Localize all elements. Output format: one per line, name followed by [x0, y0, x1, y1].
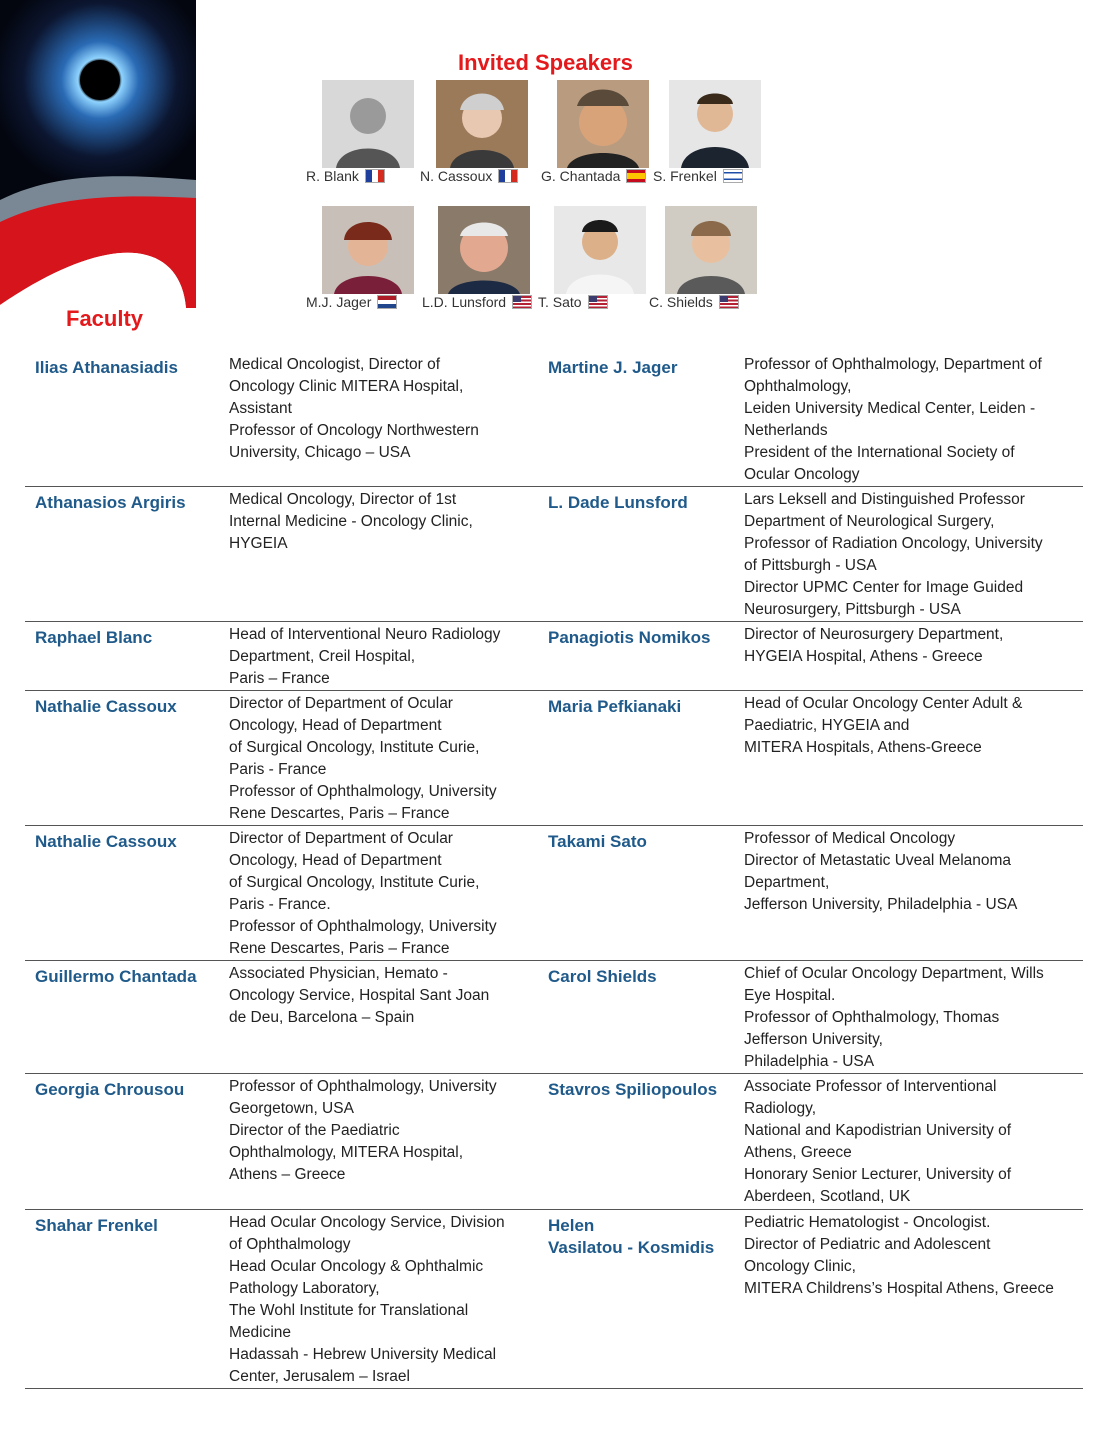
speaker-name: C. Shields — [649, 294, 713, 310]
faculty-role: Chief of Ocular Oncology Department, Wills Eye Hospital. Professor of Ophthalmology, Thomas Jefferson University, Philadelphia - USA — [744, 965, 1044, 1070]
faculty-role: Pediatric Hematologist - Oncologist. Director of Pediatric and Adolescent Oncology Clinic, MITERA Childrens’s Hospital Athens, Greece — [744, 1214, 1054, 1297]
faculty-name: Helen Vasilatou - Kosmidis — [548, 1216, 715, 1257]
portrait-photo — [438, 206, 530, 294]
faculty-name: Martine J. Jager — [548, 358, 678, 377]
faculty-name: Athanasios Argiris — [35, 493, 186, 512]
table-row — [25, 487, 1083, 622]
speaker-name: N. Cassoux — [420, 168, 493, 184]
faculty-name: L. Dade Lunsford — [548, 493, 688, 512]
portrait-photo — [669, 80, 761, 168]
faculty-role: Medical Oncology, Director of 1st Internal Medicine - Oncology Clinic, HYGEIA — [229, 491, 473, 552]
faculty-name: Georgia Chrousou — [35, 1080, 185, 1099]
faculty-name: Maria Pefkianaki — [548, 697, 682, 716]
faculty-name: Shahar Frenkel — [35, 1216, 158, 1235]
faculty-role: Associate Professor of Interventional Radiology, National and Kapodistrian University of Athens, Greece Honorary Senior Lecturer, University of Aberdeen, Scotland, UK — [744, 1078, 1012, 1205]
table-row — [25, 622, 1083, 691]
faculty-role: Lars Leksell and Distinguished Professor Department of Neurological Surgery, Professor of Radiation Oncology, University of Pittsburgh - USA Director UPMC Center for Image Guided Neurosurgery, Pittsburgh - USA — [744, 491, 1043, 618]
faculty-name: Carol Shields — [548, 967, 657, 986]
faculty-name: Stavros Spiliopoulos — [548, 1080, 718, 1099]
table-row — [25, 1210, 1083, 1389]
speaker-name: S. Frenkel — [653, 168, 717, 184]
faculty-name: Takami Sato — [548, 832, 647, 851]
israel-flag-icon — [723, 169, 743, 183]
faculty-name: Panagiotis Nomikos — [548, 628, 711, 647]
france-flag-icon — [365, 169, 385, 183]
portrait-photo — [322, 206, 414, 294]
spain-flag-icon — [626, 169, 646, 183]
faculty-role: Head of Ocular Oncology Center Adult & Paediatric, HYGEIA and MITERA Hospitals, Athens-Greece — [744, 695, 1023, 756]
faculty-role: Head Ocular Oncology Service, Division of Ophthalmology Head Ocular Oncology & Ophthalmic Pathology Laboratory, The Wohl Institute for Translational Medicine Hadassah - Hebrew University Medical Center, Jerusalem – Israel — [229, 1214, 505, 1385]
netherlands-flag-icon — [377, 295, 397, 309]
table-row — [25, 352, 1083, 487]
usa-flag-icon — [588, 295, 608, 309]
portrait-photo — [554, 206, 646, 294]
faculty-name: Guillermo Chantada — [35, 967, 197, 986]
speaker-name: R. Blank — [306, 168, 359, 184]
faculty-role: Medical Oncologist, Director of Oncology Clinic MITERA Hospital, Assistant Professor of Oncology Northwestern University, Chicago – USA — [229, 356, 479, 461]
france-flag-icon — [498, 169, 518, 183]
faculty-role: Professor of Ophthalmology, University Georgetown, USA Director of the Paediatric Ophthalmology, MITERA Hospital, Athens – Greece — [229, 1078, 497, 1183]
table-row — [25, 961, 1083, 1074]
faculty-name: Nathalie Cassoux — [35, 697, 177, 716]
portrait-photo — [322, 80, 414, 168]
faculty-title: Faculty — [66, 306, 144, 331]
table-row — [25, 826, 1083, 961]
portrait-photo — [557, 80, 649, 168]
speaker-name: G. Chantada — [541, 168, 621, 184]
speaker-name: L.D. Lunsford — [422, 294, 507, 310]
portrait-photo — [436, 80, 528, 168]
faculty-table — [25, 352, 1083, 1389]
faculty-role: Director of Neurosurgery Department, HYGEIA Hospital, Athens - Greece — [744, 626, 1004, 665]
faculty-role: Director of Department of Ocular Oncology, Head of Department of Surgical Oncology, Institute Curie, Paris - France Professor of Ophthalmology, University Rene Descartes, Paris – France — [229, 695, 497, 822]
speaker-name: T. Sato — [538, 294, 582, 310]
portrait-photo — [665, 206, 757, 294]
faculty-role: Professor of Ophthalmology, Department of Ophthalmology, Leiden University Medical Center, Leiden - Netherlands President of the International Society of Ocular Oncology — [744, 356, 1042, 483]
faculty-name: Ilias Athanasiadis — [35, 358, 178, 377]
faculty-role: Head of Interventional Neuro Radiology Department, Creil Hospital, Paris – France — [229, 626, 501, 687]
usa-flag-icon — [512, 295, 532, 309]
faculty-name: Raphael Blanc — [35, 628, 153, 647]
speaker-name: M.J. Jager — [306, 294, 372, 310]
faculty-role: Professor of Medical Oncology Director of Metastatic Uveal Melanoma Department, Jefferson University, Philadelphia - USA — [744, 830, 1018, 913]
faculty-name: Nathalie Cassoux — [35, 832, 177, 851]
faculty-role: Director of Department of Ocular Oncology, Head of Department of Surgical Oncology, Institute Curie, Paris - France. Professor of Ophthalmology, University Rene Descartes, Paris – France — [229, 830, 497, 957]
usa-flag-icon — [719, 295, 739, 309]
table-row — [25, 1074, 1083, 1210]
faculty-role: Associated Physician, Hemato - Oncology Service, Hospital Sant Joan de Deu, Barcelona – Spain — [229, 965, 490, 1026]
table-row — [25, 691, 1083, 826]
invited-speakers-title: Invited Speakers — [458, 50, 633, 75]
eye-banner-graphic — [0, 0, 196, 308]
